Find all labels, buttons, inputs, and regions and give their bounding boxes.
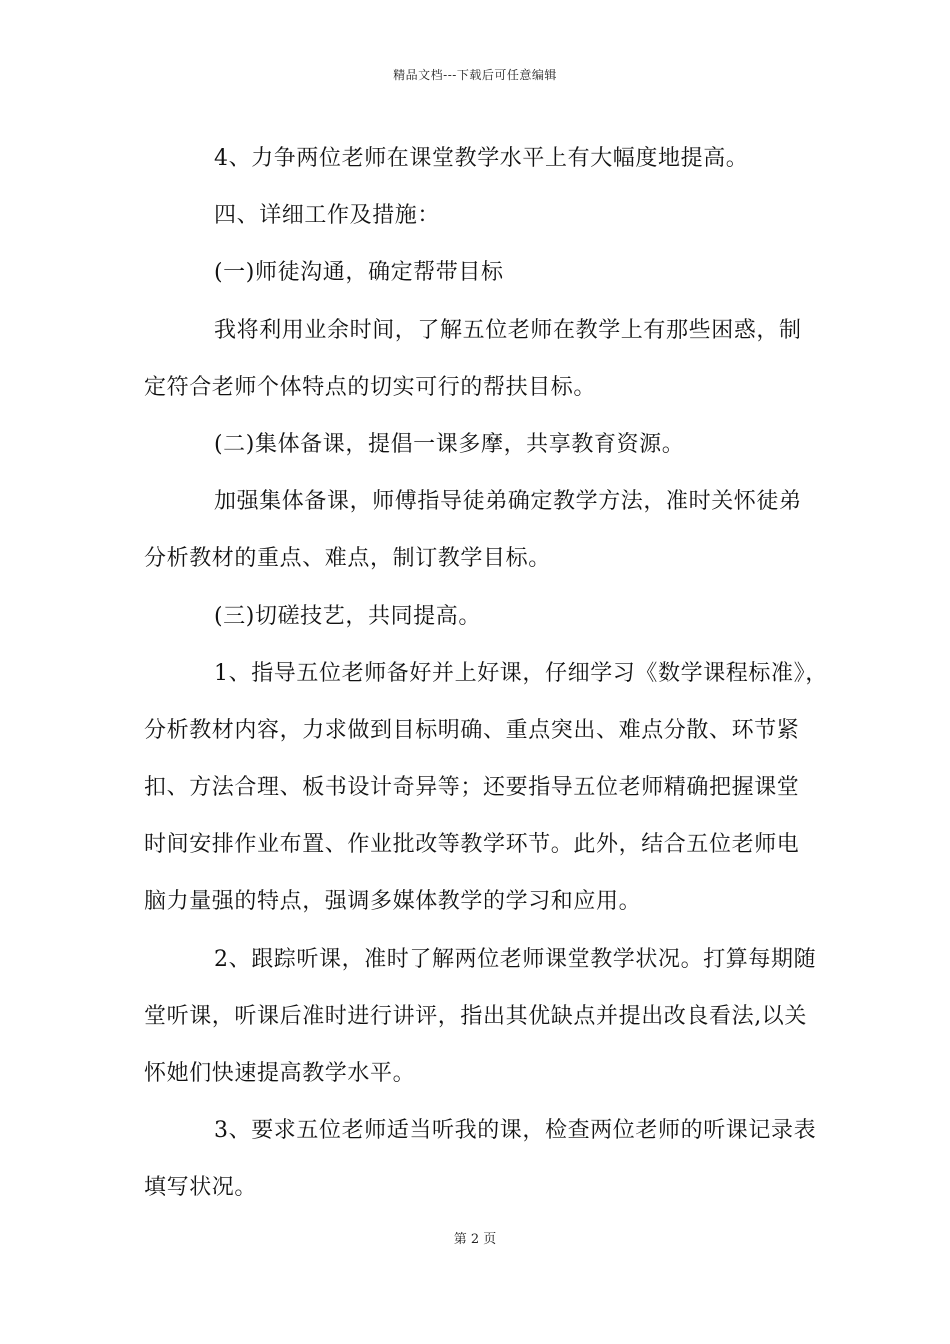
body-line: 堂听课，听课后准时进行讲评，指出其优缺点并提出改良看法,以关 — [144, 1003, 807, 1029]
body-line: 怀她们快速提高教学水平。 — [144, 1061, 416, 1086]
body-line: 分析教材内容，力求做到目标明确、重点突出、难点分散、环节紧 — [144, 717, 800, 743]
document-body — [144, 130, 828, 1217]
body-line: 2、跟踪听课，准时了解两位老师课堂教学状况。打算每期随 — [214, 946, 817, 972]
body-line: 1、指导五位老师备好并上好课，仔细学习《数学课程标准》， — [214, 660, 828, 686]
body-line: 分析教材的重点、难点，制订教学目标。 — [144, 546, 551, 572]
body-line: 扣、方法合理、板书设计奇异等；还要指导五位老师精确把握课堂 — [144, 775, 800, 801]
body-line: 3、要求五位老师适当听我的课，检查两位老师的听课记录表 — [214, 1118, 817, 1144]
subsection-heading: (三)切磋技艺，共同提高。 — [214, 603, 481, 629]
body-line: 脑力量强的特点，强调多媒体教学的学习和应用。 — [144, 889, 642, 915]
body-line: 定符合老师个体特点的切实可行的帮扶目标。 — [144, 374, 597, 400]
body-line: 我将利用业余时间，了解五位老师在教学上有那些困惑，制 — [214, 317, 802, 343]
body-line: 填写状况。 — [144, 1175, 258, 1201]
body-line: 4、力争两位老师在课堂教学水平上有大幅度地提高。 — [214, 146, 749, 171]
page-number: 第 2 页 — [453, 1232, 497, 1247]
subsection-heading: (二)集体备课，提倡一课多摩，共享教育资源。 — [214, 431, 685, 457]
body-line: 加强集体备课，师傅指导徒弟确定教学方法，准时关怀徒弟 — [214, 489, 802, 515]
body-line: 时间安排作业布置、作业批改等教学环节。此外，结合五位老师电 — [144, 832, 800, 858]
subsection-heading: (一)师徒沟通，确定帮带目标 — [214, 260, 504, 286]
section-heading: 四、详细工作及措施： — [214, 203, 441, 229]
page-header: 精品文档---下载后可任意编辑 — [393, 68, 557, 82]
